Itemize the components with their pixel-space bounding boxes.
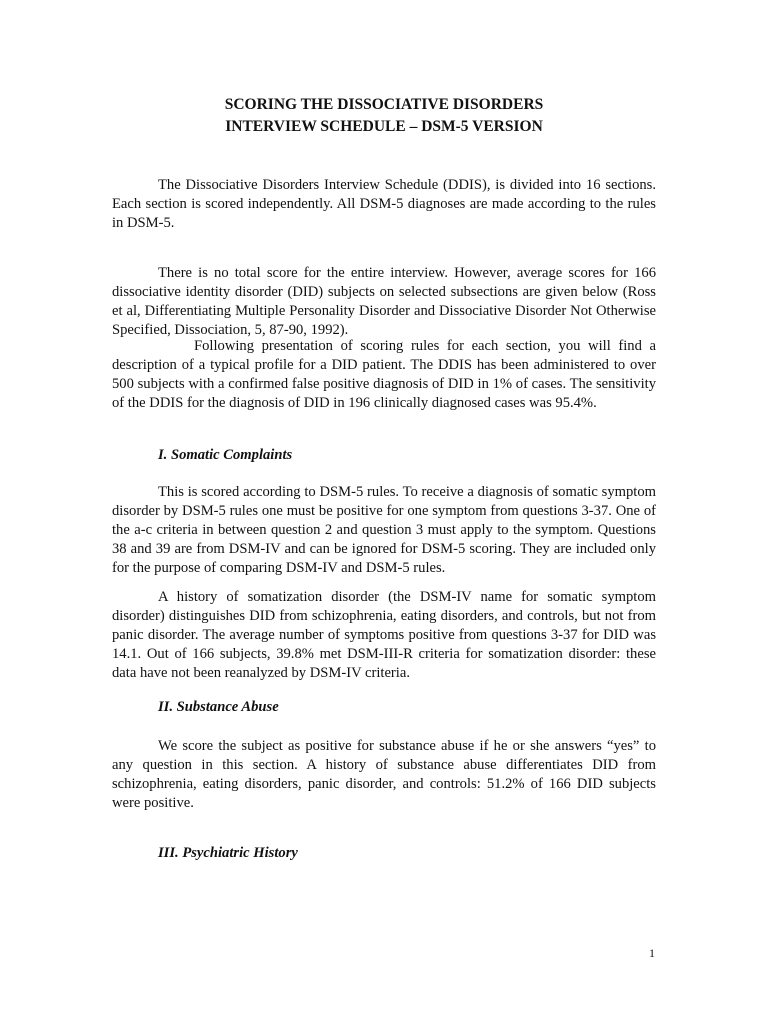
intro-paragraph-2: There is no total score for the entire interview. However, average scores for 166 dissociative identity disorder (DID) subjects on selected subsections are given below (Ross et al, Differentiating Multiple Personality Disorder and Dissociative Disorder Not Otherwise Specified, Dissociation, 5, 87-90, 1992). — [112, 265, 656, 339]
intro-paragraph-3: Following presentation of scoring rules for each section, you will find a description of a typical profile for a DID patient. The DDIS has been administered to over 500 subjects with a confirmed false positive diagnosis of DID in 1% of cases. The sensitivity of the DDIS for the diagnosis of DID in 196 clinically diagnosed cases was 95.4%. — [112, 338, 656, 412]
substance-abuse-paragraph-1: We score the subject as positive for substance abuse if he or she answers “yes” to any question in this section. A history of substance abuse differentiates DID from schizophrenia, eating disorders, panic disorder, and controls: 51.2% of 166 DID subjects were positive. — [112, 738, 656, 812]
section-heading-psychiatric-history: III. Psychiatric History — [158, 845, 298, 861]
page-number: 1 — [649, 946, 655, 960]
somatic-complaints-paragraph-1: This is scored according to DSM-5 rules. To receive a diagnosis of somatic symptom disorder by DSM-5 rules one must be positive for one symptom from questions 3-37. One of the a-c criteria in between question 2 and question 3 must apply to the symptom. Questions 38 and 39 are from DSM-IV and can be ignored for DSM-5 scoring. They are included only for the purpose of comparing DSM-IV and DSM-5 rules. — [112, 484, 656, 577]
section-heading-somatic-complaints: I. Somatic Complaints — [158, 447, 293, 463]
intro-paragraph-1: The Dissociative Disorders Interview Schedule (DDIS), is divided into 16 sections. Each section is scored independently. All DSM-5 diagnoses are made according to the rules in DSM-5. — [112, 177, 656, 232]
document-title-line-2: INTERVIEW SCHEDULE – DSM-5 VERSION — [225, 118, 543, 135]
document-title-line-1: SCORING THE DISSOCIATIVE DISORDERS — [224, 96, 544, 113]
section-heading-substance-abuse: II. Substance Abuse — [158, 699, 279, 715]
somatic-complaints-paragraph-2: A history of somatization disorder (the DSM-IV name for somatic symptom disorder) distinguishes DID from schizophrenia, eating disorders, and controls, but not from panic disorder. The average number of symptoms positive from questions 3-37 for DID was 14.1. Out of 166 subjects, 39.8% met DSM-III-R criteria for somatization disorder: these data have not been reanalyzed by DSM-IV criteria. — [112, 589, 656, 682]
